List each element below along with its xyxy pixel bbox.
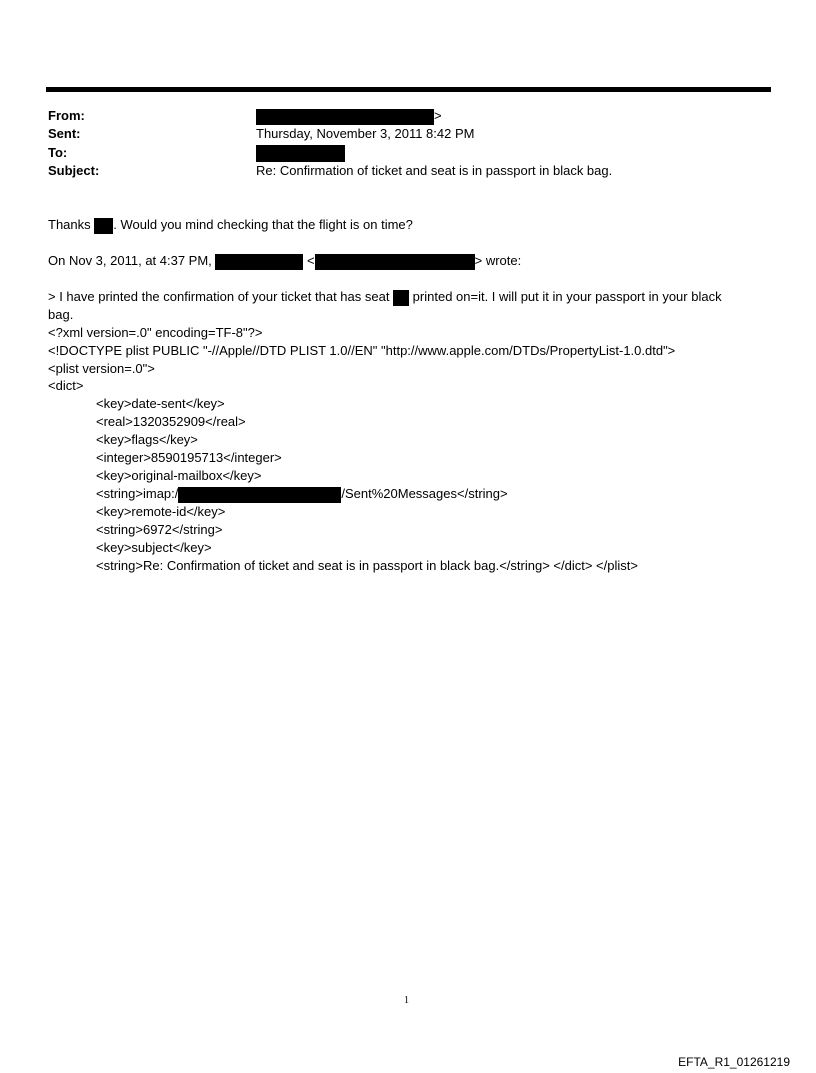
dict-line: <key>original-mailbox</key>	[96, 468, 262, 483]
thanks-prefix: Thanks	[48, 217, 95, 232]
quote-attribution	[48, 252, 521, 270]
printed-prefix: > I have printed the confirmation of your ticket that has seat	[48, 289, 394, 304]
dict-open: <dict>	[48, 378, 84, 393]
thanks-line	[48, 216, 413, 234]
page-number: 1	[404, 995, 409, 1006]
quote-prefix: On Nov 3, 2011, at 4:37 PM,	[48, 253, 216, 268]
dict-line: <key>remote-id</key>	[96, 504, 226, 519]
dict-line: <key>subject</key>	[96, 540, 212, 555]
doctype-line: <!DOCTYPE plist PUBLIC "-//Apple//DTD PLIST 1.0//EN" "http://www.apple.com/DTDs/PropertyList-1.0.dtd">	[48, 343, 676, 358]
subject-label: Subject:	[48, 163, 100, 178]
imap-line	[96, 485, 508, 503]
dict-line: <real>1320352909</real>	[96, 414, 246, 429]
redaction-sender-email	[315, 254, 475, 270]
dict-line: <integer>8590195713</integer>	[96, 450, 282, 465]
printed-cont: bag.	[48, 307, 74, 322]
printed-line	[48, 288, 722, 306]
bates-number: EFTA_R1_01261219	[678, 1055, 790, 1069]
printed-suffix: printed on=it. I will put it in your passport in your black	[409, 289, 722, 304]
from-label: From:	[48, 108, 85, 123]
sent-label: Sent:	[48, 126, 81, 141]
thanks-suffix: . Would you mind checking that the flight is on time?	[113, 217, 413, 232]
dict-line: <key>date-sent</key>	[96, 396, 225, 411]
redaction-to	[256, 145, 345, 162]
quote-lt: <	[307, 253, 315, 268]
from-suffix: >	[434, 108, 442, 123]
redaction-seat	[393, 290, 409, 306]
to-label: To:	[48, 145, 68, 160]
from-value	[256, 107, 442, 125]
to-value	[256, 144, 345, 162]
sent-value: Thursday, November 3, 2011 8:42 PM	[256, 126, 475, 141]
redaction-from	[256, 109, 434, 125]
redaction-name	[94, 218, 113, 234]
dict-line: <key>flags</key>	[96, 432, 198, 447]
subject-value: Re: Confirmation of ticket and seat is in passport in black bag.	[256, 163, 613, 178]
plist-open: <plist version=.0">	[48, 361, 155, 376]
header-rule	[46, 87, 771, 92]
quote-suffix: > wrote:	[474, 253, 522, 268]
dict-line: <string>6972</string>	[96, 522, 223, 537]
redaction-sender-name	[215, 254, 303, 270]
redaction-mailbox	[178, 487, 341, 503]
imap-suffix: /Sent%20Messages</string>	[341, 486, 508, 501]
imap-prefix: <string>imap:/	[96, 486, 179, 501]
dict-line: <string>Re: Confirmation of ticket and seat is in passport in black bag.</string> </dict> </plist>	[96, 558, 638, 573]
xml-declaration: <?xml version=.0" encoding=TF-8"?>	[48, 325, 263, 340]
